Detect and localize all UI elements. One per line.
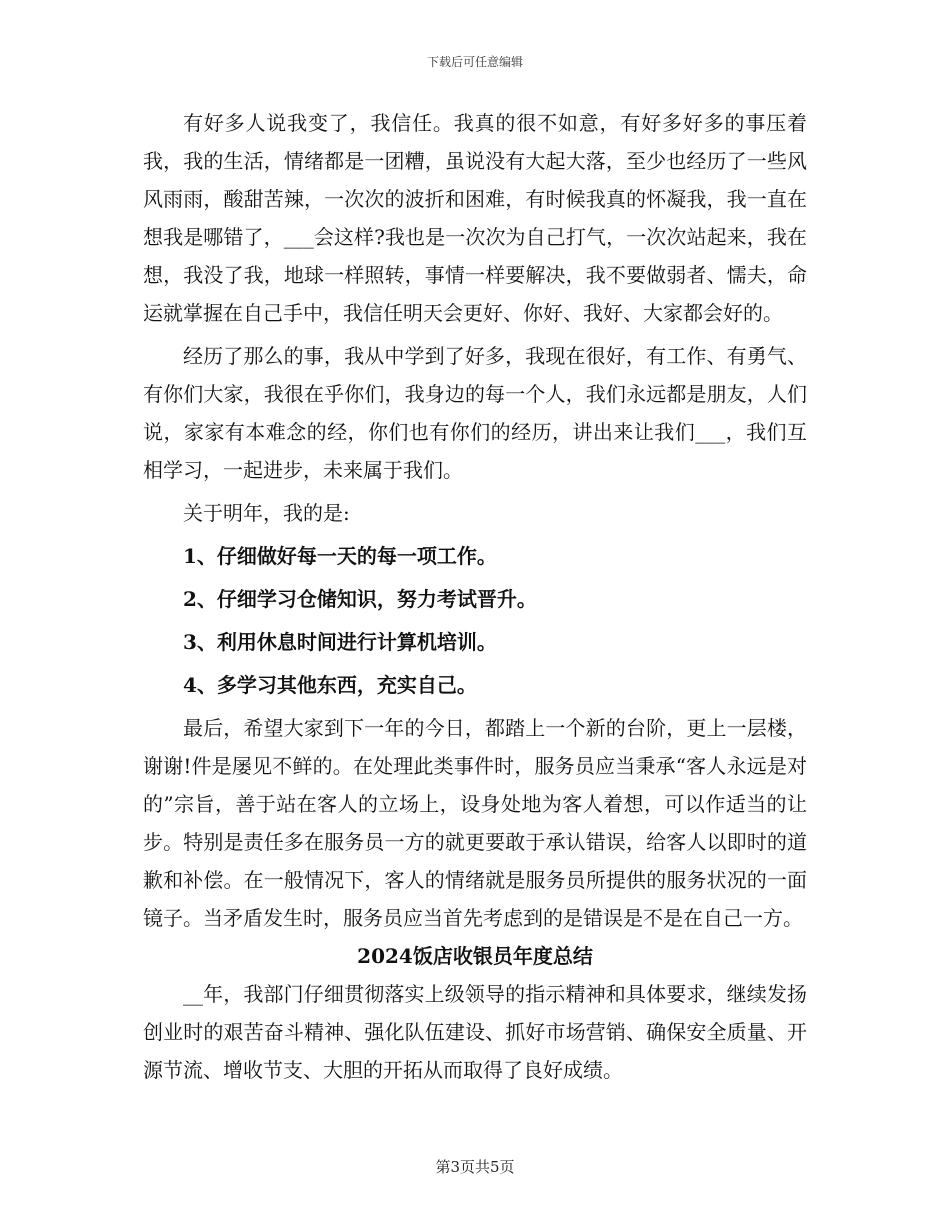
list-item: 1、仔细做好每一天的每一项工作。 <box>183 544 497 568</box>
paragraph-2: 经历了那么的事，我从中学到了好多，我现在很好，有工作、有勇气、有你们大家，我很在乎你们，我身边的每一个人，我们永远都是朋友，人们说，家家有本难念的经，你们也有你们的经历，讲出来让我们___，我们互相学习，一起进步，未来属于我们。 <box>143 344 807 482</box>
list-item: 4、多学习其他东西，充实自己。 <box>183 673 477 697</box>
paragraph-1: 有好多人说我变了，我信任。我真的很不如意，有好多好多的事压着我，我的生活，情绪都是一团糟，虽说没有大起大落，至少也经历了一些风风雨雨，酸甜苦辣，一次次的波折和困难，有时候我真的怀凝我，我一直在想我是哪错了，___会这样?我也是一次次为自己打气，一次次站起来，我在想，我没了我，地球一样照转，事情一样要解决，我不要做弱者、懦夫，命运就掌握在自己手中，我信任明天会更好、你好、我好、大家都会好的。 <box>143 111 807 325</box>
section-title: 2024饭店收银员年度总结 <box>357 944 593 968</box>
paragraph-4: 最后，希望大家到下一年的今日，都踏上一个新的台阶，更上一层楼，谢谢!件是屡见不鲜的。在处理此类事件时，服务员应当秉承“客人永远是对的”宗旨，善于站在客人的立场上，设身处地为客人着想，可以作适当的让步。特别是责任多在服务员一方的就更要敢于承认错误，给客人以即时的道歉和补偿。在一般情况下，客人的情绪就是服务员所提供的服务状况的一面镜子。当矛盾发生时，服务员应当首先考虑到的是错误是不是在自己一方。 <box>143 716 807 930</box>
page-footer: 第3页共5页 <box>435 1158 515 1176</box>
document-body <box>143 104 807 1089</box>
paragraph-5: __年，我部门仔细贯彻落实上级领导的指示精神和具体要求，继续发扬创业时的艰苦奋斗精神、强化队伍建设、抓好市场营销、确保安全质量、开源节流、增收节支、大胆的开拓从而取得了良好成绩。 <box>143 982 807 1082</box>
paragraph-3: 关于明年，我的是: <box>183 501 350 525</box>
list-item: 2、仔细学习仓储知识，努力考试晋升。 <box>183 587 537 611</box>
list-item: 3、利用休息时间进行计算机培训。 <box>183 630 497 654</box>
page-header: 下载后可任意编辑 <box>426 55 523 69</box>
